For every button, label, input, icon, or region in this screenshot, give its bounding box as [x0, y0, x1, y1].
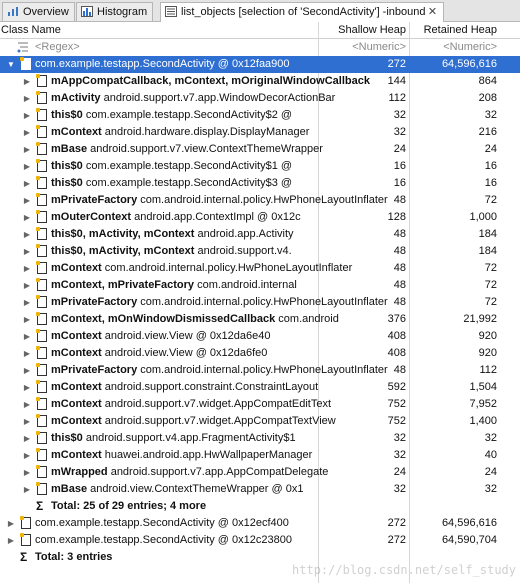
shallow-heap-cell: 408	[387, 347, 406, 359]
table-row[interactable]	[0, 362, 520, 379]
total-label: Total: 3 entries	[35, 551, 113, 563]
expand-arrow-icon[interactable]: ▶	[23, 162, 31, 171]
field-name: mBase	[51, 143, 88, 155]
shallow-heap-cell: 272	[387, 517, 406, 529]
table-row[interactable]	[0, 73, 520, 90]
object-ref: com.android.internal.policy.HwPhoneLayoutInflater	[137, 364, 388, 376]
expand-arrow-icon[interactable]: ▶	[23, 281, 31, 290]
field-name: mAppCompatCallback, mContext, mOriginalWindowCallback	[51, 75, 370, 87]
tab-histogram[interactable]	[76, 2, 153, 21]
class-name-cell	[51, 209, 316, 226]
object-icon	[37, 262, 47, 274]
field-name: this$0	[51, 177, 83, 189]
field-name: mContext	[51, 347, 102, 359]
retained-heap-cell: 7,952	[469, 398, 497, 410]
field-name: mContext	[51, 381, 102, 393]
class-name-cell	[51, 396, 332, 413]
shallow-heap-cell: 32	[393, 126, 406, 138]
field-name: mContext	[51, 415, 102, 427]
class-name-cell: com.example.testapp.SecondActivity @ 0x12faa900	[35, 58, 290, 70]
table-row[interactable]	[0, 192, 520, 209]
object-icon	[37, 432, 47, 444]
object-icon	[37, 483, 47, 495]
object-ref: android.support.v7.view.ContextThemeWrapper	[87, 143, 323, 155]
expand-arrow-icon[interactable]: ▶	[23, 366, 31, 375]
object-icon	[37, 126, 47, 138]
field-name: this$0	[51, 109, 83, 121]
object-ref: android.support.constraint.ConstraintLayout	[101, 381, 319, 393]
regex-filter-icon	[17, 40, 29, 54]
field-name: this$0	[51, 432, 83, 444]
class-name-cell	[51, 430, 316, 447]
table-row[interactable]	[0, 226, 520, 243]
field-name: mPrivateFactory	[51, 194, 138, 206]
shallow-heap-cell: 272	[387, 58, 406, 70]
class-name-cell	[51, 311, 339, 328]
shallow-heap-cell: 24	[393, 143, 406, 155]
object-ref: android.hardware.display.DisplayManager	[101, 126, 310, 138]
object-icon	[37, 347, 47, 359]
filter-row	[0, 39, 520, 56]
expand-arrow-icon[interactable]: ▶	[23, 145, 31, 154]
shallow-heap-cell: 128	[387, 211, 406, 223]
field-name: mBase	[51, 483, 88, 495]
retained-heap-cell: 184	[478, 228, 497, 240]
field-name: mWrapped	[51, 466, 108, 478]
retained-heap-cell: 24	[484, 466, 497, 478]
object-ref: android.app.Activity	[194, 228, 294, 240]
expand-arrow-icon[interactable]: ▶	[23, 349, 31, 358]
retained-heap-cell: 184	[478, 245, 497, 257]
table-row[interactable]	[0, 328, 520, 345]
retained-heap-cell: 24	[484, 143, 497, 155]
class-name-cell	[51, 243, 316, 260]
object-ref: com.android	[275, 313, 339, 325]
object-icon	[37, 381, 47, 393]
expand-arrow-icon[interactable]: ▶	[23, 332, 31, 341]
table-row[interactable]	[0, 311, 520, 328]
column-header-retained-heap[interactable]: Retained Heap	[423, 24, 497, 36]
table-row[interactable]	[0, 430, 520, 447]
shallow-heap-cell: 48	[393, 279, 406, 291]
shallow-heap-cell: 16	[393, 177, 406, 189]
object-ref: com.android.internal.policy.HwPhoneLayoutInflater	[137, 194, 388, 206]
shallow-heap-cell: 48	[393, 262, 406, 274]
table-row[interactable]	[0, 175, 520, 192]
watermark: http://blog.csdn.net/self_study	[292, 563, 516, 577]
field-name: mContext, mPrivateFactory	[51, 279, 195, 291]
field-name: mContext	[51, 398, 102, 410]
object-ref: android.view.View @ 0x12da6e40	[101, 330, 271, 342]
object-icon	[37, 296, 47, 308]
class-name-cell	[51, 464, 329, 481]
tab-label: Histogram	[97, 6, 148, 18]
table-header	[0, 22, 520, 39]
class-name-cell	[51, 447, 316, 464]
column-header-shallow-heap[interactable]: Shallow Heap	[338, 24, 406, 36]
child-total-label: Total: 25 of 29 entries; 4 more	[51, 500, 207, 512]
retained-heap-cell: 64,596,616	[441, 58, 497, 70]
field-name: this$0	[51, 160, 83, 172]
class-name-cell	[51, 379, 319, 396]
object-icon	[37, 449, 47, 461]
shallow-heap-cell: 48	[393, 364, 406, 376]
expand-arrow-icon[interactable]: ▶	[23, 247, 31, 256]
class-name-cell: com.example.testapp.SecondActivity @ 0x12c23800	[35, 534, 292, 546]
tab-label: list_objects [selection of 'SecondActivity'] -inbound	[181, 6, 426, 18]
table-row[interactable]	[0, 532, 520, 549]
object-ref: android.support.v7.app.WindowDecorActionBar	[100, 92, 336, 104]
class-name-cell	[51, 277, 316, 294]
sigma-icon: Σ	[36, 499, 44, 513]
field-name: this$0, mActivity, mContext	[51, 228, 195, 240]
retained-heap-cell: 16	[484, 160, 497, 172]
object-ref: com.android.internal.policy.HwPhoneLayoutInflater	[101, 262, 353, 274]
field-name: mOuterContext	[51, 211, 132, 223]
object-icon	[37, 75, 47, 87]
shallow-heap-cell: 48	[393, 194, 406, 206]
retained-heap-cell: 64,596,616	[441, 517, 497, 529]
object-icon	[37, 109, 47, 121]
expand-arrow-icon[interactable]: ▶	[23, 298, 31, 307]
table-row[interactable]	[0, 90, 520, 107]
class-name-cell	[51, 90, 336, 107]
class-name-cell	[51, 362, 388, 379]
retained-heap-cell: 32	[484, 109, 497, 121]
object-icon	[37, 279, 47, 291]
object-ref: android.support.v7.widget.AppCompatEditText	[101, 398, 332, 410]
retained-heap-cell: 40	[484, 449, 497, 461]
field-name: mPrivateFactory	[51, 364, 138, 376]
table-row[interactable]	[0, 396, 520, 413]
object-ref: android.app.ContextImpl @ 0x12c	[131, 211, 301, 223]
retained-heap-cell: 72	[484, 296, 497, 308]
field-name: mContext, mOnWindowDismissedCallback	[51, 313, 276, 325]
expand-arrow-icon[interactable]: ▶	[23, 230, 31, 239]
object-ref: com.android.internal.policy.HwPhoneLayoutInflater	[137, 296, 388, 308]
class-name-cell	[51, 175, 316, 192]
class-name-cell: com.example.testapp.SecondActivity @ 0x12ecf400	[35, 517, 289, 529]
object-icon	[37, 194, 47, 206]
object-icon	[37, 398, 47, 410]
expand-arrow-icon[interactable]: ▶	[23, 179, 31, 188]
table-row[interactable]	[0, 158, 520, 175]
retained-heap-cell: 920	[478, 330, 497, 342]
class-name-cell	[51, 141, 323, 158]
field-name: mPrivateFactory	[51, 296, 138, 308]
retained-heap-cell: 72	[484, 262, 497, 274]
object-tree-table	[0, 39, 520, 566]
object-ref: com.example.testapp.SecondActivity$3 @	[82, 177, 293, 189]
retained-heap-cell: 72	[484, 279, 497, 291]
class-name-cell	[51, 107, 316, 124]
retained-heap-cell: 21,992	[463, 313, 497, 325]
shallow-heap-cell: 272	[387, 534, 406, 546]
retained-heap-cell: 208	[478, 92, 497, 104]
table-row[interactable]	[0, 345, 520, 362]
class-name-filter-input[interactable]: <Regex>	[35, 41, 80, 53]
table-row[interactable]	[0, 294, 520, 311]
object-ref: android.support.v7.widget.AppCompatTextView	[101, 415, 336, 427]
class-name-cell	[51, 226, 316, 243]
collapse-arrow-icon[interactable]: ▼	[7, 60, 15, 69]
object-ref: android.view.View @ 0x12da6fe0	[101, 347, 268, 359]
expand-arrow-icon[interactable]: ▶	[23, 315, 31, 324]
table-row[interactable]	[0, 243, 520, 260]
table-row[interactable]	[0, 277, 520, 294]
table-row[interactable]	[0, 481, 520, 498]
object-list-icon	[165, 6, 177, 17]
object-icon	[37, 245, 47, 257]
table-row[interactable]	[0, 209, 520, 226]
shallow-heap-cell: 592	[387, 381, 406, 393]
class-name-cell	[51, 192, 388, 209]
shallow-heap-cell: 752	[387, 398, 406, 410]
retained-heap-cell: 216	[478, 126, 497, 138]
object-icon	[37, 466, 47, 478]
shallow-heap-cell: 32	[393, 432, 406, 444]
field-name: mContext	[51, 449, 102, 461]
object-ref: com.example.testapp.SecondActivity$1 @	[82, 160, 293, 172]
tab-list-objects[interactable]	[160, 2, 444, 22]
expand-arrow-icon[interactable]: ▶	[23, 383, 31, 392]
object-icon	[21, 517, 31, 529]
object-icon	[37, 211, 47, 223]
class-name-cell	[51, 481, 316, 498]
retained-heap-cell: 1,504	[469, 381, 497, 393]
shallow-heap-cell: 32	[393, 449, 406, 461]
retained-heap-cell: 32	[484, 432, 497, 444]
child-total-row	[0, 498, 520, 515]
table-row[interactable]	[0, 260, 520, 277]
retained-heap-cell: 64,590,704	[441, 534, 497, 546]
retained-heap-cell: 72	[484, 194, 497, 206]
object-icon	[37, 143, 47, 155]
tab-label: Overview	[23, 6, 69, 18]
histogram-icon	[81, 6, 93, 17]
object-icon	[37, 364, 47, 376]
shallow-heap-cell: 48	[393, 296, 406, 308]
class-name-cell	[51, 345, 316, 362]
table-row[interactable]	[0, 107, 520, 124]
class-name-cell	[51, 73, 370, 90]
expand-arrow-icon[interactable]: ▶	[7, 536, 15, 545]
retained-heap-cell: 920	[478, 347, 497, 359]
expand-arrow-icon[interactable]: ▶	[23, 94, 31, 103]
object-ref: android.support.v4.app.FragmentActivity$1	[82, 432, 296, 444]
table-row[interactable]	[0, 56, 520, 73]
field-name: mContext	[51, 262, 102, 274]
expand-arrow-icon[interactable]: ▶	[23, 434, 31, 443]
expand-arrow-icon[interactable]: ▶	[23, 417, 31, 426]
expand-arrow-icon[interactable]: ▶	[23, 213, 31, 222]
object-ref: huawei.android.app.HwWallpaperManager	[101, 449, 313, 461]
expand-arrow-icon[interactable]: ▶	[23, 111, 31, 120]
tab-overview[interactable]	[2, 2, 75, 21]
expand-arrow-icon[interactable]: ▶	[23, 264, 31, 273]
class-name-cell	[51, 294, 388, 311]
object-icon	[21, 534, 31, 546]
object-icon	[37, 160, 47, 172]
shallow-heap-cell: 752	[387, 415, 406, 427]
shallow-heap-cell: 112	[388, 92, 406, 104]
expand-arrow-icon[interactable]: ▶	[7, 519, 15, 528]
overview-icon	[7, 6, 19, 17]
field-name: mActivity	[51, 92, 101, 104]
retained-heap-cell: 1,000	[469, 211, 497, 223]
object-icon	[21, 58, 31, 70]
expand-arrow-icon[interactable]: ▶	[23, 196, 31, 205]
table-row[interactable]	[0, 447, 520, 464]
retained-heap-filter-input[interactable]: <Numeric>	[443, 41, 497, 53]
column-header-class-name[interactable]: Class Name	[1, 24, 61, 36]
class-name-cell	[51, 413, 336, 430]
expand-arrow-icon[interactable]: ▶	[23, 451, 31, 460]
close-icon[interactable]: ✕	[427, 6, 438, 18]
object-icon	[37, 177, 47, 189]
table-row[interactable]	[0, 141, 520, 158]
object-icon	[37, 415, 47, 427]
table-row[interactable]	[0, 379, 520, 396]
table-row[interactable]	[0, 413, 520, 430]
shallow-heap-cell: 32	[393, 109, 406, 121]
table-row[interactable]	[0, 515, 520, 532]
object-icon	[37, 313, 47, 325]
object-icon	[37, 92, 47, 104]
class-name-cell	[51, 124, 316, 141]
object-ref: android.support.v7.app.AppCompatDelegate	[107, 466, 329, 478]
child-row-list	[0, 73, 520, 498]
object-ref: com.android.internal	[194, 279, 297, 291]
table-row[interactable]	[0, 464, 520, 481]
sigma-icon: Σ	[20, 550, 28, 564]
shallow-heap-cell: 32	[393, 483, 406, 495]
editor-tab-bar	[0, 0, 520, 22]
expand-arrow-icon[interactable]: ▶	[23, 128, 31, 137]
retained-heap-cell: 112	[479, 364, 497, 376]
object-ref: android.view.ContextThemeWrapper @ 0x1	[87, 483, 304, 495]
shallow-heap-cell: 376	[387, 313, 406, 325]
field-name: mContext	[51, 330, 102, 342]
expand-arrow-icon[interactable]: ▶	[23, 400, 31, 409]
expand-arrow-icon[interactable]: ▶	[23, 468, 31, 477]
shallow-heap-cell: 408	[387, 330, 406, 342]
retained-heap-cell: 864	[478, 75, 497, 87]
field-name: this$0, mActivity, mContext	[51, 245, 195, 257]
expand-arrow-icon[interactable]: ▶	[23, 77, 31, 86]
shallow-heap-cell: 144	[387, 75, 406, 87]
retained-heap-cell: 1,400	[469, 415, 497, 427]
object-icon	[37, 330, 47, 342]
object-icon	[37, 228, 47, 240]
retained-heap-cell: 32	[484, 483, 497, 495]
table-row[interactable]	[0, 124, 520, 141]
object-ref: com.example.testapp.SecondActivity$2 @	[82, 109, 293, 121]
class-name-cell	[51, 328, 316, 345]
shallow-heap-cell: 48	[393, 245, 406, 257]
retained-heap-cell: 16	[484, 177, 497, 189]
expand-arrow-icon[interactable]: ▶	[23, 485, 31, 494]
class-name-cell	[51, 260, 353, 277]
shallow-heap-cell: 24	[393, 466, 406, 478]
field-name: mContext	[51, 126, 102, 138]
shallow-heap-cell: 16	[393, 160, 406, 172]
shallow-heap-cell: 48	[393, 228, 406, 240]
object-ref: android.support.v4.	[194, 245, 292, 257]
class-name-cell	[51, 158, 316, 175]
shallow-heap-filter-input[interactable]: <Numeric>	[352, 41, 406, 53]
